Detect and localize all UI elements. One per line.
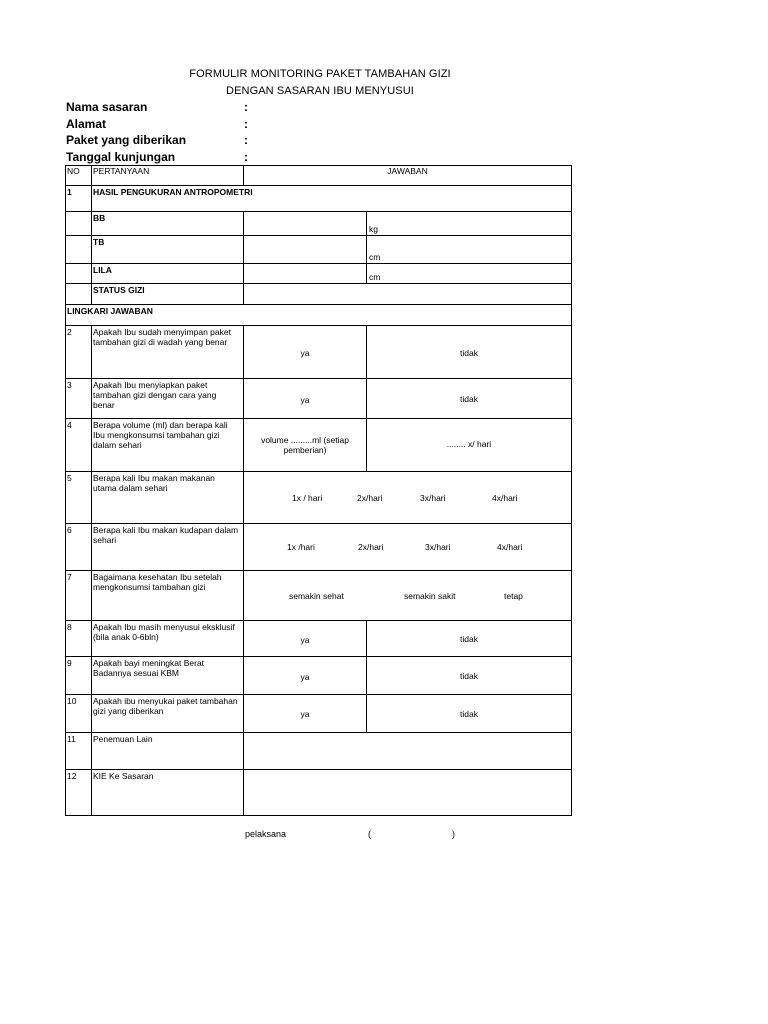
answer-volume: volume .........ml (setiap pemberian) <box>261 435 349 455</box>
question-text: Berapa kali Ibu makan makanan utama dalam sehari <box>93 473 215 493</box>
measure-unit-cm: cm <box>369 272 381 282</box>
answer-option-tidak: tidak <box>460 671 478 681</box>
question-no: 3 <box>67 380 72 390</box>
field-label-alamat: Alamat <box>66 117 107 131</box>
question-no: 9 <box>67 658 72 668</box>
question-no: 2 <box>67 327 72 337</box>
answer-option: 4x/hari <box>492 493 518 503</box>
field-colon: : <box>244 100 248 114</box>
measure-label-bb: BB <box>93 213 106 223</box>
question-no: 11 <box>67 734 76 744</box>
question-text: Penemuan Lain <box>93 734 153 744</box>
measure-unit-kg: kg <box>369 224 378 234</box>
answer-option-ya: ya <box>300 348 310 358</box>
form-title-line2: DENGAN SASARAN IBU MENYUSUI <box>226 85 414 97</box>
form-title-line1: FORMULIR MONITORING PAKET TAMBAHAN GIZI <box>189 68 451 80</box>
question-text: Bagaimana kesehatan Ibu setelah mengkonsumsi tambahan gizi <box>93 572 222 592</box>
col-header-no: NO <box>67 166 80 176</box>
answer-option: tetap <box>504 591 523 601</box>
field-colon: : <box>244 150 248 164</box>
section-label-lingkari-jawaban: LINGKARI JAWABAN <box>67 306 153 316</box>
measure-label-tb: TB <box>93 237 105 247</box>
question-no: 7 <box>67 572 72 582</box>
question-text: Apakah Ibu sudah menyimpan paket tambahan gizi di wadah yang benar <box>93 327 231 347</box>
question-no: 4 <box>67 420 72 430</box>
answer-option-ya: ya <box>300 635 310 645</box>
question-text: Berapa volume (ml) dan berapa kali Ibu mengkonsumsi tambahan gizi dalam sehari <box>93 420 228 450</box>
answer-frequency: ........ x/ hari <box>446 439 492 449</box>
question-no: 5 <box>67 473 72 483</box>
answer-option: 2x/hari <box>357 493 383 503</box>
question-text: KIE Ke Sasaran <box>93 771 154 781</box>
question-text: Apakah bayi meningkat Berat Badannya sesuai KBM <box>93 658 205 678</box>
signature-label-pelaksana: pelaksana <box>245 829 287 839</box>
question-no: 10 <box>67 696 77 706</box>
row-no: 1 <box>67 187 72 197</box>
answer-option-tidak: tidak <box>460 348 478 358</box>
answer-option: semakin sakit <box>404 591 456 601</box>
signature-close-paren: ) <box>452 829 455 839</box>
field-label-nama-sasaran: Nama sasaran <box>66 100 148 114</box>
question-text: Apakah Ibu masih menyusui eksklusif (bila anak 0-6bln) <box>93 622 235 642</box>
answer-option-ya: ya <box>300 395 310 405</box>
row-label-antropometri: HASIL PENGUKURAN ANTROPOMETRI <box>93 187 253 197</box>
field-colon: : <box>244 133 248 147</box>
field-label-tanggal-kunjungan: Tanggal kunjungan <box>66 150 176 164</box>
measure-label-lila: LILA <box>93 265 112 275</box>
question-no: 8 <box>67 622 72 632</box>
answer-option: 4x/hari <box>497 542 523 552</box>
col-header-jawaban: JAWABAN <box>387 166 428 176</box>
field-label-paket: Paket yang diberikan <box>66 133 187 147</box>
answer-option: 1x /hari <box>287 542 315 552</box>
answer-option: 3x/hari <box>425 542 451 552</box>
answer-option: 2x/hari <box>358 542 384 552</box>
question-text: Apakah ibu menyukai paket tambahan gizi yang diberikan <box>93 696 238 716</box>
col-header-pertanyaan: PERTANYAAN <box>93 166 150 176</box>
measure-label-status-gizi: STATUS GIZI <box>93 285 145 295</box>
measure-unit-cm: cm <box>369 252 381 262</box>
answer-option: 1x / hari <box>292 493 323 503</box>
question-no: 6 <box>67 525 72 535</box>
signature-open-paren: ( <box>368 829 371 839</box>
field-colon: : <box>244 117 248 131</box>
question-no: 12 <box>67 771 77 781</box>
answer-option-tidak: tidak <box>460 634 478 644</box>
question-text: Apakah Ibu menyiapkan paket tambahan gizi dengan cara yang benar <box>93 380 217 410</box>
answer-option-ya: ya <box>300 672 310 682</box>
answer-option: 3x/hari <box>420 493 446 503</box>
answer-option-tidak: tidak <box>460 394 478 404</box>
answer-option: semakin sehat <box>289 591 344 601</box>
answer-option-tidak: tidak <box>460 709 478 719</box>
question-text: Berapa kali Ibu makan kudapan dalam sehari <box>93 525 239 545</box>
answer-option-ya: ya <box>300 709 310 719</box>
